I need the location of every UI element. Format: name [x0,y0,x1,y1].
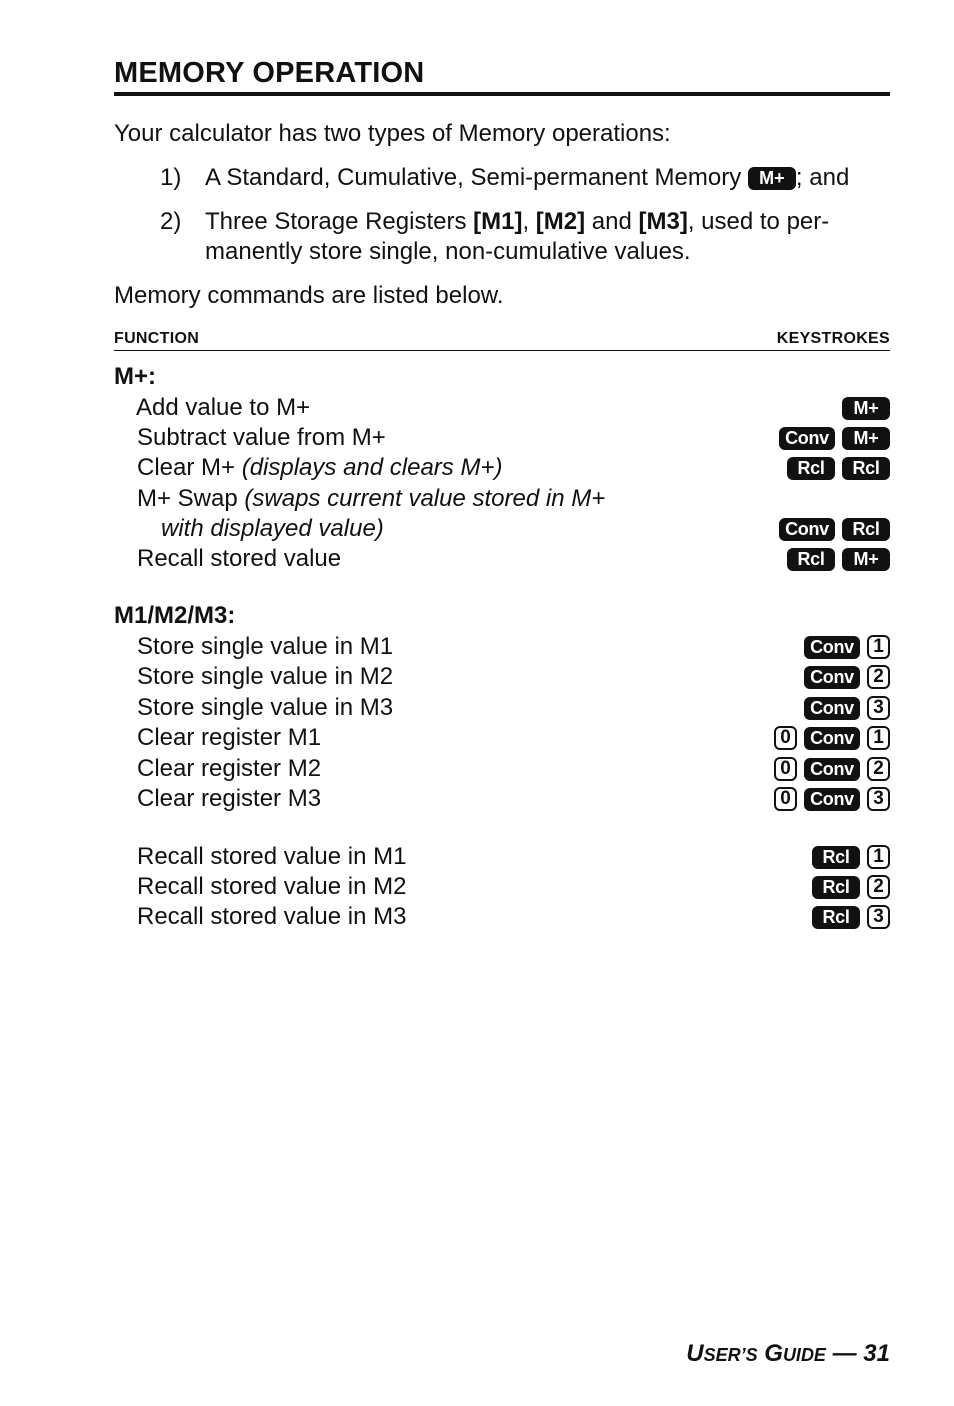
mplus-key: M+ [842,427,890,450]
rcl-key: Rcl [812,846,860,869]
digit-key: 3 [867,696,890,720]
table-row [114,723,890,753]
digit-key: 0 [774,757,797,781]
keystrokes [774,787,890,811]
column-header-rule [114,350,890,351]
list-item-2-sep1: , [522,208,536,235]
list-item-2-sep2: and [585,208,639,235]
function-label: Clear register M3 [137,785,322,812]
list-item-2-pre: Three Storage Registers [205,208,474,235]
function-note: (swaps current value stored in M+ [244,485,606,512]
digit-key: 1 [867,845,890,869]
rcl-key: Rcl [787,548,835,571]
function-note: (displays and clears M+) [241,454,503,481]
table-row [114,632,890,662]
table-row [114,842,890,872]
digit-key: 1 [867,635,890,659]
conv-key: Conv [779,427,835,450]
list-item-2-number: 2) [160,208,182,235]
mplus-key: M+ [842,397,890,420]
table-row [114,484,890,514]
keystrokes [787,547,890,571]
list-item-2-line2: manently store single, non-cumulative values. [205,238,691,265]
mplus-key: M+ [842,548,890,571]
footer-uide: UIDE [782,1345,826,1365]
function-label: Store single value in M1 [137,633,394,660]
intro-paragraph: Your calculator has two types of Memory operations: [114,120,671,147]
digit-key: 2 [867,757,890,781]
list-item-2 [205,207,829,237]
function-label: Recall stored value in M3 [137,903,407,930]
digit-key: 0 [774,726,797,750]
keystrokes [804,635,890,659]
table-row [114,754,890,784]
function-label: Recall stored value [137,545,342,572]
rcl-key: Rcl [812,876,860,899]
table-row [114,662,890,692]
register-m2-label: [M2] [535,208,586,235]
register-m1-label: [M1] [473,208,523,235]
keystrokes [779,517,890,541]
digit-key: 1 [867,726,890,750]
function-label: Store single value in M2 [137,663,394,690]
function-label: Clear register M2 [137,755,322,782]
keystrokes [812,875,890,899]
outro-paragraph: Memory commands are listed below. [114,282,504,309]
digit-key: 0 [774,787,797,811]
conv-key: Conv [804,697,860,720]
function-label: Clear register M1 [137,724,322,751]
digit-key: 2 [867,665,890,689]
footer-ser: SER [703,1345,741,1365]
manual-page [114,0,890,1406]
function-label [137,484,605,514]
rcl-key: Rcl [812,906,860,929]
function-label: Add value to M+ [136,394,311,421]
title-underline [114,92,890,96]
page-footer [686,1340,890,1368]
table-row [114,423,890,453]
keystrokes [842,396,890,420]
table-row [114,784,890,814]
table-row [114,544,890,574]
page-title: MEMORY OPERATION [114,57,425,89]
function-label: Recall stored value in M1 [137,843,407,870]
function-label-text: Clear M+ [137,454,242,481]
table-row [114,693,890,723]
keystrokes [804,665,890,689]
keystrokes [787,456,890,480]
list-item-1-text: A Standard, Cumulative, Semi-permanent Memory [205,164,742,191]
function-label-text: M+ Swap [137,485,245,512]
section-title-mplus: M+: [114,363,156,390]
column-header-keystrokes: KEYSTROKES [776,330,890,347]
table-row [114,514,890,544]
conv-key: Conv [804,727,860,750]
rcl-key: Rcl [787,457,835,480]
function-note: with displayed value) [161,515,384,542]
conv-key: Conv [804,666,860,689]
table-row [114,393,890,423]
page-number: 31 [863,1340,890,1367]
footer-apos-s: ’S [740,1345,758,1365]
keystrokes [774,757,890,781]
keystrokes [804,696,890,720]
conv-key: Conv [804,758,860,781]
mplus-key-inline: M+ [748,167,796,190]
keystrokes [812,905,890,929]
table-row [114,453,890,483]
digit-key: 2 [867,875,890,899]
function-label: Store single value in M3 [137,694,394,721]
keystrokes [779,426,890,450]
column-header-function: FUNCTION [114,330,200,347]
conv-key: Conv [779,518,835,541]
digit-key: 3 [867,787,890,811]
function-label: Recall stored value in M2 [137,873,407,900]
table-row [114,902,890,932]
function-label: Subtract value from M+ [137,424,386,451]
digit-key: 3 [867,905,890,929]
function-label [161,514,384,544]
table-row [114,872,890,902]
section-title-registers: M1/M2/M3: [114,602,236,629]
register-m3-label: [M3] [638,208,688,235]
conv-key: Conv [804,636,860,659]
list-item-1-number: 1) [160,164,182,191]
function-label [137,453,502,483]
rcl-key: Rcl [842,457,890,480]
footer-dash: — [825,1340,864,1367]
list-item-2-post: , used to per- [687,208,830,235]
keystrokes [774,726,890,750]
footer-g: G [757,1340,783,1367]
list-item-1 [205,163,849,193]
footer-u: U [686,1340,704,1367]
conv-key: Conv [804,788,860,811]
list-item-1-after: ; and [795,164,850,191]
rcl-key: Rcl [842,518,890,541]
keystrokes [812,845,890,869]
